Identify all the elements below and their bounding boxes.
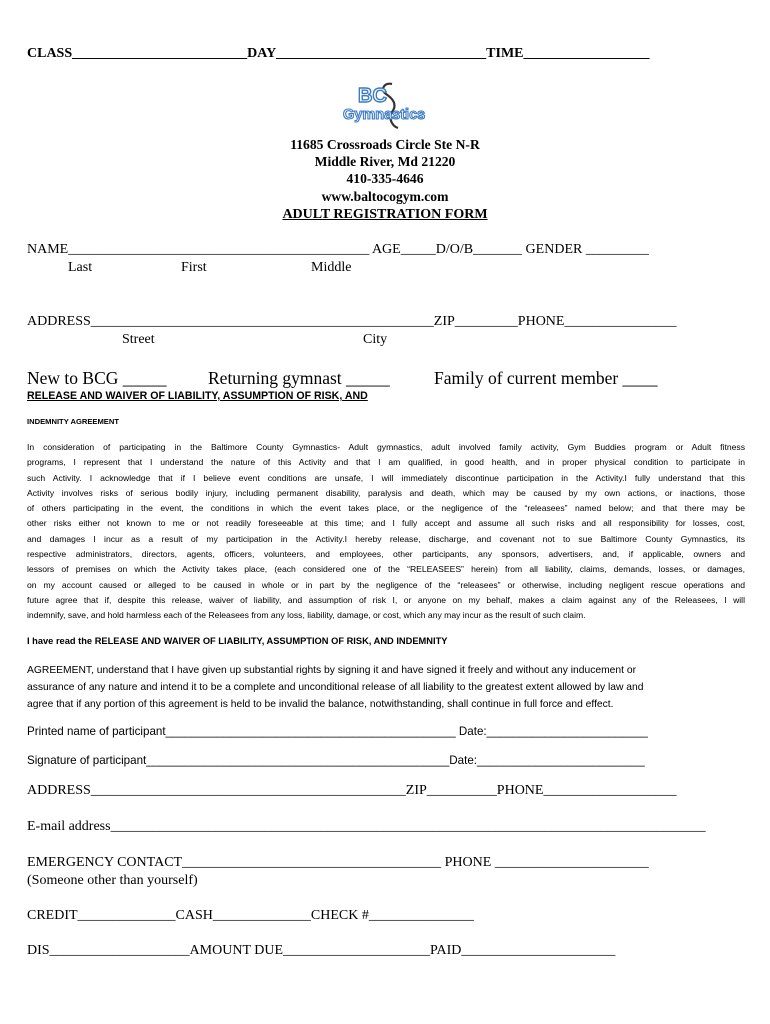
gym-website[interactable]: www.baltocogym.com — [321, 189, 449, 204]
acknowledge-line: AGREEMENT, understand that I have given up substantial rights by signing it and have signed it freely and without any inducement or — [27, 665, 637, 676]
emergency-contact-row[interactable]: EMERGENCY CONTACT_____________________________________ PHONE ______________________ — [27, 855, 649, 870]
address-sub-city: City — [363, 332, 388, 347]
logo-text-bc: BC — [358, 85, 387, 107]
returning-gymnast-field[interactable]: Returning gymnast _____ — [208, 368, 390, 388]
name-sub-last: Last — [68, 260, 93, 275]
contact-address-row[interactable]: ADDRESS_____________________________________________ZIP__________PHONE___________________ — [27, 783, 677, 798]
release-title: RELEASE AND WAIVER OF LIABILITY, ASSUMPTION OF RISK, AND — [27, 390, 368, 402]
acknowledge-heading: I have read the RELEASE AND WAIVER OF LIABILITY, ASSUMPTION OF RISK, AND INDEMNITY — [27, 636, 448, 646]
gym-phone: 410-335-4646 — [346, 171, 424, 186]
acknowledge-paragraph — [27, 662, 745, 713]
acknowledge-line: assurance of any nature and intend it to be a complete and unconditional release of all liability to the greatest extent allowed by law and — [27, 682, 644, 693]
release-line: of others participating in the event, the conditions in which the event takes place, or the negligence of the “releasees” named below; and that there may be — [27, 503, 745, 514]
release-paragraph — [27, 440, 745, 624]
release-line: such Activity. I acknowledge that if I believe event conditions are unsafe, I will immediately discontinue participation in the Activity.I fully understand that this — [27, 472, 745, 483]
release-line: indemnify, save, and hold harmless each of the Releasees from any loss, liability, damage, or cost, which any may incur as the result of such claim. — [27, 610, 586, 621]
payment-method-row[interactable]: CREDIT______________CASH______________CHECK #_______________ — [27, 908, 474, 923]
name-row-text[interactable]: NAME___________________________________________ AGE_____D/O/B_______ GENDER ______ — [27, 242, 628, 257]
bc-gymnastics-logo — [340, 78, 434, 136]
payment-amount-row[interactable]: DIS____________________AMOUNT DUE_____________________PAID______________________ — [27, 943, 616, 958]
name-sub-middle: Middle — [311, 260, 352, 275]
printed-name-field[interactable]: Printed name of participant_____________________________________________ Date:_________________________ — [27, 725, 648, 738]
release-line: future agree that if, despite this release, waiver of liability, and assumption of risk I, or anyone on my behalf, makes a claim against any of the Releasees, I will — [27, 594, 745, 605]
release-line: respective administrators, directors, agents, officers, volunteers, and employees, other participants, any sponsors, advertisers, and, if applicable, owners and — [27, 549, 745, 560]
emergency-contact-note: (Someone other than yourself) — [27, 873, 198, 888]
release-line: and damages I incur as a result of my participation in the Activity.I hereby release, discharge, and covenant not to sue Baltimore County Gymnastics, its — [27, 533, 745, 544]
name-sub-first: First — [181, 260, 207, 275]
email-field[interactable]: E-mail address_____________________________________________________________________________________ — [27, 819, 706, 834]
class-day-time-row[interactable]: CLASS_________________________DAY______________________________TIME__________________ — [27, 46, 650, 61]
release-subtitle: INDEMNITY AGREEMENT — [27, 417, 119, 426]
release-line: on my account caused or alleged to be caused in whole or in part by the negligence of the “releasees” or otherwise, including negligent rescue operations and — [27, 579, 745, 590]
release-line: Activity involves risks of serious bodily injury, including permanent disability, paralysis and death, which may be caused by my own actions, or inactions, those — [27, 487, 745, 498]
acknowledge-line: agree that if any portion of this agreement is held to be invalid the balance, notwithstanding, shall continue in full force and effect. — [27, 699, 614, 710]
gym-city-address: Middle River, Md 21220 — [314, 154, 456, 169]
address-sub-street: Street — [122, 332, 155, 347]
form-title: ADULT REGISTRATION FORM — [282, 207, 488, 222]
new-to-bcg-field[interactable]: New to BCG _____ — [27, 368, 167, 388]
name-age-dob-gender-row[interactable] — [27, 242, 649, 258]
logo-text-gymnastics: Gymnastics — [343, 107, 426, 123]
release-line: programs, I represent that I understand the nature of this Activity and that I am qualified, in good health, and in proper physical condition to participate in — [27, 457, 745, 468]
gym-street-address: 11685 Crossroads Circle Ste N-R — [290, 137, 480, 152]
release-line: other risks either not known to me or not readily foreseeable at this time; and I fully accept and assume all such risks and all responsibility for losses, cost, — [27, 518, 745, 529]
gender-tail[interactable]: ___ — [627, 242, 649, 257]
family-member-field[interactable]: Family of current member ____ — [434, 368, 658, 388]
address-zip-phone-row[interactable]: ADDRESS_________________________________________________ZIP_________PHONE________________ — [27, 314, 677, 329]
release-line: In consideration of participating in the Baltimore County Gymnastics- Adult gymnastics, adult involved family activity, Gym Buddies program or Adult fitness — [27, 442, 745, 452]
signature-field[interactable]: Signature of participant_______________________________________________Date:__________________________ — [27, 754, 645, 767]
release-line: lessors of premises on which the Activity takes place, (each considered one of the “RELEASEES” herein) from all liability, claims, demands, losses, or damages, — [27, 564, 745, 575]
